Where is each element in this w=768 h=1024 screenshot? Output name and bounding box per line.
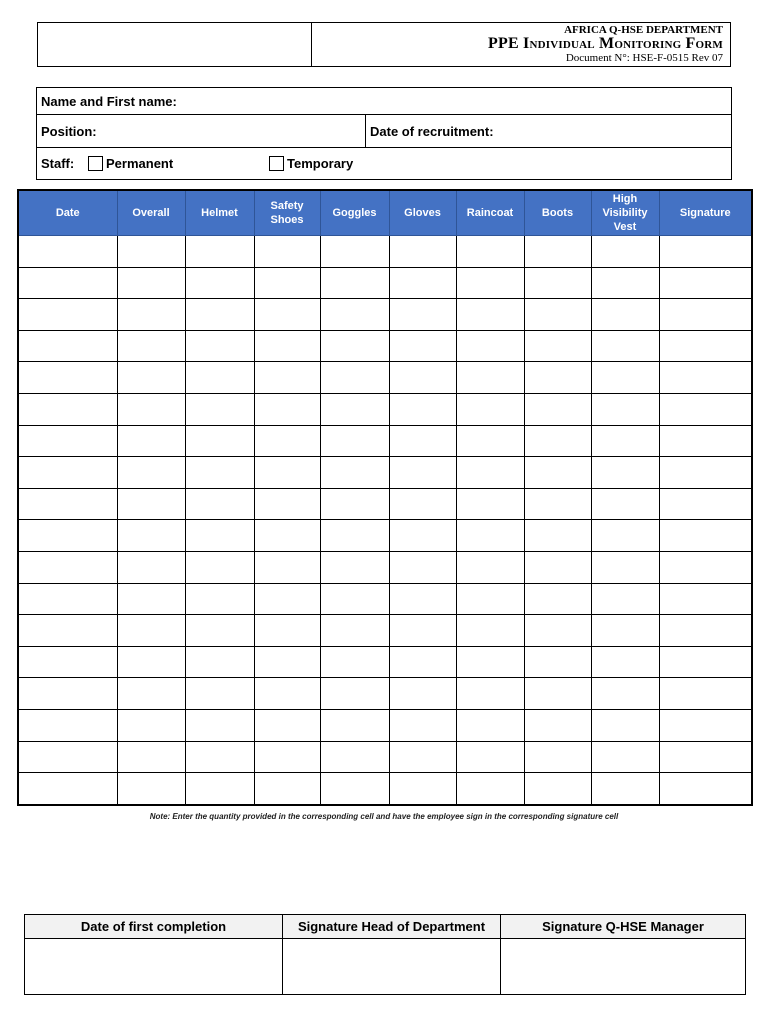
staff-label: Staff: xyxy=(41,156,75,171)
table-cell[interactable] xyxy=(524,678,591,710)
table-cell[interactable] xyxy=(320,615,389,647)
table-cell[interactable] xyxy=(185,678,254,710)
table-cell[interactable] xyxy=(320,551,389,583)
table-cell[interactable] xyxy=(456,362,524,394)
table-row xyxy=(18,741,752,773)
table-cell[interactable] xyxy=(659,457,752,489)
column-header: High Visibility Vest xyxy=(591,190,659,236)
table-cell[interactable] xyxy=(18,236,117,268)
table-cell[interactable] xyxy=(524,488,591,520)
head-of-department-signature-cell[interactable] xyxy=(283,939,501,995)
table-cell[interactable] xyxy=(117,646,185,678)
table-cell[interactable] xyxy=(659,583,752,615)
table-cell[interactable] xyxy=(659,615,752,647)
table-cell[interactable] xyxy=(591,330,659,362)
table-row xyxy=(18,583,752,615)
table-cell[interactable] xyxy=(254,678,320,710)
table-cell[interactable] xyxy=(456,520,524,552)
table-cell[interactable] xyxy=(18,330,117,362)
qhse-manager-signature-cell[interactable] xyxy=(501,939,746,995)
table-cell[interactable] xyxy=(117,709,185,741)
table-cell[interactable] xyxy=(320,393,389,425)
table-cell[interactable] xyxy=(524,299,591,331)
table-cell[interactable] xyxy=(591,646,659,678)
table-cell[interactable] xyxy=(389,583,456,615)
table-cell[interactable] xyxy=(389,520,456,552)
logo-area xyxy=(38,23,312,66)
table-cell[interactable] xyxy=(659,551,752,583)
table-cell[interactable] xyxy=(320,678,389,710)
ppe-monitoring-table xyxy=(17,189,753,806)
table-row xyxy=(18,551,752,583)
permanent-label: Permanent xyxy=(106,156,174,171)
table-cell[interactable] xyxy=(591,551,659,583)
column-header: Safety Shoes xyxy=(254,190,320,236)
table-cell[interactable] xyxy=(524,362,591,394)
table-cell[interactable] xyxy=(117,236,185,268)
table-cell[interactable] xyxy=(254,583,320,615)
table-row xyxy=(18,678,752,710)
table-cell[interactable] xyxy=(659,236,752,268)
table-cell[interactable] xyxy=(591,362,659,394)
table-cell[interactable] xyxy=(456,457,524,489)
table-row xyxy=(18,520,752,552)
table-cell[interactable] xyxy=(18,425,117,457)
table-cell[interactable] xyxy=(320,646,389,678)
table-cell[interactable] xyxy=(117,583,185,615)
table-cell[interactable] xyxy=(591,741,659,773)
table-cell[interactable] xyxy=(320,583,389,615)
table-cell[interactable] xyxy=(659,425,752,457)
table-row xyxy=(18,773,752,805)
table-cell[interactable] xyxy=(254,393,320,425)
table-cell[interactable] xyxy=(389,299,456,331)
table-cell[interactable] xyxy=(659,678,752,710)
recruitment-label: Date of recruitment: xyxy=(370,123,494,139)
table-cell[interactable] xyxy=(320,741,389,773)
table-cell[interactable] xyxy=(456,773,524,805)
table-cell[interactable] xyxy=(254,615,320,647)
table-cell[interactable] xyxy=(254,773,320,805)
table-cell[interactable] xyxy=(185,488,254,520)
table-cell[interactable] xyxy=(254,646,320,678)
table-row xyxy=(18,488,752,520)
table-cell[interactable] xyxy=(456,299,524,331)
table-cell[interactable] xyxy=(254,551,320,583)
table-cell[interactable] xyxy=(254,236,320,268)
table-cell[interactable] xyxy=(389,615,456,647)
table-cell[interactable] xyxy=(185,520,254,552)
document-number: Document N°: HSE-F-0515 Rev 07 xyxy=(565,51,723,64)
table-cell[interactable] xyxy=(659,709,752,741)
table-cell[interactable] xyxy=(185,773,254,805)
table-cell[interactable] xyxy=(591,236,659,268)
table-cell[interactable] xyxy=(524,583,591,615)
table-cell[interactable] xyxy=(524,741,591,773)
header-text xyxy=(312,23,730,66)
table-cell[interactable] xyxy=(524,393,591,425)
name-label: Name and First name: xyxy=(41,93,177,109)
table-cell[interactable] xyxy=(18,267,117,299)
table-cell[interactable] xyxy=(18,488,117,520)
permanent-checkbox[interactable] xyxy=(88,156,103,171)
table-cell[interactable] xyxy=(185,330,254,362)
table-cell[interactable] xyxy=(524,709,591,741)
table-cell[interactable] xyxy=(185,646,254,678)
table-cell[interactable] xyxy=(185,583,254,615)
table-cell[interactable] xyxy=(185,457,254,489)
table-cell[interactable] xyxy=(18,393,117,425)
table-row xyxy=(18,615,752,647)
table-cell[interactable] xyxy=(456,425,524,457)
column-header: Raincoat xyxy=(456,190,524,236)
table-cell[interactable] xyxy=(524,457,591,489)
table-cell[interactable] xyxy=(591,393,659,425)
table-cell[interactable] xyxy=(591,678,659,710)
recruitment-date-field[interactable] xyxy=(366,115,731,147)
column-header: Boots xyxy=(524,190,591,236)
table-cell[interactable] xyxy=(659,773,752,805)
table-cell[interactable] xyxy=(456,330,524,362)
table-cell[interactable] xyxy=(524,267,591,299)
table-cell[interactable] xyxy=(320,236,389,268)
table-cell[interactable] xyxy=(389,678,456,710)
table-cell[interactable] xyxy=(591,773,659,805)
table-cell[interactable] xyxy=(659,267,752,299)
table-cell[interactable] xyxy=(456,741,524,773)
table-cell[interactable] xyxy=(185,236,254,268)
table-cell[interactable] xyxy=(254,741,320,773)
table-cell[interactable] xyxy=(18,457,117,489)
table-cell[interactable] xyxy=(389,425,456,457)
table-cell[interactable] xyxy=(254,520,320,552)
table-cell[interactable] xyxy=(524,520,591,552)
table-cell[interactable] xyxy=(389,551,456,583)
table-row xyxy=(18,362,752,394)
table-cell[interactable] xyxy=(659,299,752,331)
table-cell[interactable] xyxy=(320,520,389,552)
column-header: Gloves xyxy=(389,190,456,236)
table-cell[interactable] xyxy=(591,520,659,552)
table-cell[interactable] xyxy=(320,267,389,299)
table-cell[interactable] xyxy=(185,393,254,425)
temporary-checkbox[interactable] xyxy=(269,156,284,171)
table-cell[interactable] xyxy=(659,646,752,678)
table-cell[interactable] xyxy=(18,583,117,615)
table-cell[interactable] xyxy=(117,615,185,647)
table-cell[interactable] xyxy=(117,299,185,331)
table-cell[interactable] xyxy=(659,393,752,425)
table-cell[interactable] xyxy=(591,615,659,647)
table-cell[interactable] xyxy=(254,457,320,489)
table-cell[interactable] xyxy=(18,299,117,331)
table-cell[interactable] xyxy=(524,615,591,647)
table-cell[interactable] xyxy=(254,330,320,362)
table-cell[interactable] xyxy=(185,362,254,394)
table-cell[interactable] xyxy=(254,267,320,299)
table-cell[interactable] xyxy=(185,425,254,457)
table-cell[interactable] xyxy=(18,520,117,552)
table-cell[interactable] xyxy=(18,709,117,741)
table-row xyxy=(18,267,752,299)
table-cell[interactable] xyxy=(18,362,117,394)
table-cell[interactable] xyxy=(117,362,185,394)
table-cell[interactable] xyxy=(591,583,659,615)
table-cell[interactable] xyxy=(18,773,117,805)
table-cell[interactable] xyxy=(456,615,524,647)
table-cell[interactable] xyxy=(389,267,456,299)
table-cell[interactable] xyxy=(524,330,591,362)
name-field[interactable] xyxy=(37,88,731,114)
table-cell[interactable] xyxy=(456,236,524,268)
column-header: Helmet xyxy=(185,190,254,236)
position-field[interactable] xyxy=(37,115,366,147)
first-completion-date-cell[interactable] xyxy=(25,939,283,995)
table-cell[interactable] xyxy=(320,362,389,394)
table-cell[interactable] xyxy=(320,457,389,489)
table-cell[interactable] xyxy=(659,488,752,520)
table-cell[interactable] xyxy=(185,551,254,583)
table-cell[interactable] xyxy=(117,773,185,805)
table-row xyxy=(18,709,752,741)
table-cell[interactable] xyxy=(117,330,185,362)
table-cell[interactable] xyxy=(117,393,185,425)
table-cell[interactable] xyxy=(389,236,456,268)
table-cell[interactable] xyxy=(320,709,389,741)
approval-column-header: Signature Q-HSE Manager xyxy=(501,915,746,939)
table-header-row xyxy=(18,190,752,236)
table-cell[interactable] xyxy=(456,709,524,741)
staff-row xyxy=(37,148,731,179)
table-cell[interactable] xyxy=(659,362,752,394)
table-cell[interactable] xyxy=(117,551,185,583)
table-cell[interactable] xyxy=(389,362,456,394)
table-row xyxy=(18,299,752,331)
table-cell[interactable] xyxy=(117,741,185,773)
table-cell[interactable] xyxy=(18,741,117,773)
table-cell[interactable] xyxy=(659,520,752,552)
table-cell[interactable] xyxy=(389,457,456,489)
table-cell[interactable] xyxy=(18,615,117,647)
table-cell[interactable] xyxy=(456,678,524,710)
table-cell[interactable] xyxy=(320,425,389,457)
table-cell[interactable] xyxy=(117,425,185,457)
table-cell[interactable] xyxy=(254,425,320,457)
table-cell[interactable] xyxy=(320,773,389,805)
employee-info xyxy=(36,87,732,180)
table-cell[interactable] xyxy=(185,709,254,741)
table-cell[interactable] xyxy=(659,741,752,773)
table-cell[interactable] xyxy=(524,236,591,268)
table-row xyxy=(18,425,752,457)
table-row xyxy=(18,330,752,362)
table-cell[interactable] xyxy=(591,425,659,457)
position-label: Position: xyxy=(41,123,97,139)
approval-header-row xyxy=(25,915,746,939)
table-cell[interactable] xyxy=(185,299,254,331)
table-cell[interactable] xyxy=(320,488,389,520)
form-title: PPE Individual Monitoring Form xyxy=(488,35,723,53)
table-cell[interactable] xyxy=(117,267,185,299)
table-row xyxy=(18,236,752,268)
table-cell[interactable] xyxy=(659,330,752,362)
table-cell[interactable] xyxy=(389,488,456,520)
table-cell[interactable] xyxy=(254,709,320,741)
table-cell[interactable] xyxy=(254,362,320,394)
column-header: Signature xyxy=(659,190,752,236)
temporary-label: Temporary xyxy=(287,156,354,171)
table-cell[interactable] xyxy=(18,551,117,583)
approval-column-header: Date of first completion xyxy=(25,915,283,939)
table-cell[interactable] xyxy=(524,646,591,678)
table-cell[interactable] xyxy=(18,646,117,678)
table-cell[interactable] xyxy=(456,267,524,299)
table-cell[interactable] xyxy=(254,299,320,331)
table-cell[interactable] xyxy=(524,773,591,805)
table-cell[interactable] xyxy=(456,551,524,583)
table-cell[interactable] xyxy=(591,488,659,520)
approval-row xyxy=(25,939,746,995)
table-row xyxy=(18,393,752,425)
table-cell[interactable] xyxy=(524,551,591,583)
column-header: Date xyxy=(18,190,117,236)
column-header: Overall xyxy=(117,190,185,236)
table-cell[interactable] xyxy=(389,773,456,805)
table-cell[interactable] xyxy=(389,330,456,362)
table-cell[interactable] xyxy=(185,741,254,773)
form-header xyxy=(37,22,731,67)
table-cell[interactable] xyxy=(389,393,456,425)
department-name: AFRICA Q-HSE DEPARTMENT xyxy=(564,23,723,36)
table-cell[interactable] xyxy=(591,457,659,489)
table-row xyxy=(18,457,752,489)
table-cell[interactable] xyxy=(117,457,185,489)
table-cell[interactable] xyxy=(389,741,456,773)
table-cell[interactable] xyxy=(591,299,659,331)
table-cell[interactable] xyxy=(456,393,524,425)
column-header: Goggles xyxy=(320,190,389,236)
table-cell[interactable] xyxy=(185,615,254,647)
table-cell[interactable] xyxy=(117,678,185,710)
table-note: Note: Enter the quantity provided in the corresponding cell and have the employee sign in the corresponding signature cell xyxy=(149,812,619,821)
table-cell[interactable] xyxy=(456,646,524,678)
table-cell[interactable] xyxy=(456,488,524,520)
table-cell[interactable] xyxy=(320,299,389,331)
table-cell[interactable] xyxy=(254,488,320,520)
table-cell[interactable] xyxy=(456,583,524,615)
table-cell[interactable] xyxy=(591,267,659,299)
table-cell[interactable] xyxy=(389,646,456,678)
table-cell[interactable] xyxy=(117,520,185,552)
table-cell[interactable] xyxy=(389,709,456,741)
approval-table xyxy=(24,914,746,995)
approval-column-header: Signature Head of Department xyxy=(283,915,501,939)
table-cell[interactable] xyxy=(185,267,254,299)
table-cell[interactable] xyxy=(591,709,659,741)
table-cell[interactable] xyxy=(18,678,117,710)
table-cell[interactable] xyxy=(524,425,591,457)
table-cell[interactable] xyxy=(117,488,185,520)
table-cell[interactable] xyxy=(320,330,389,362)
table-row xyxy=(18,646,752,678)
